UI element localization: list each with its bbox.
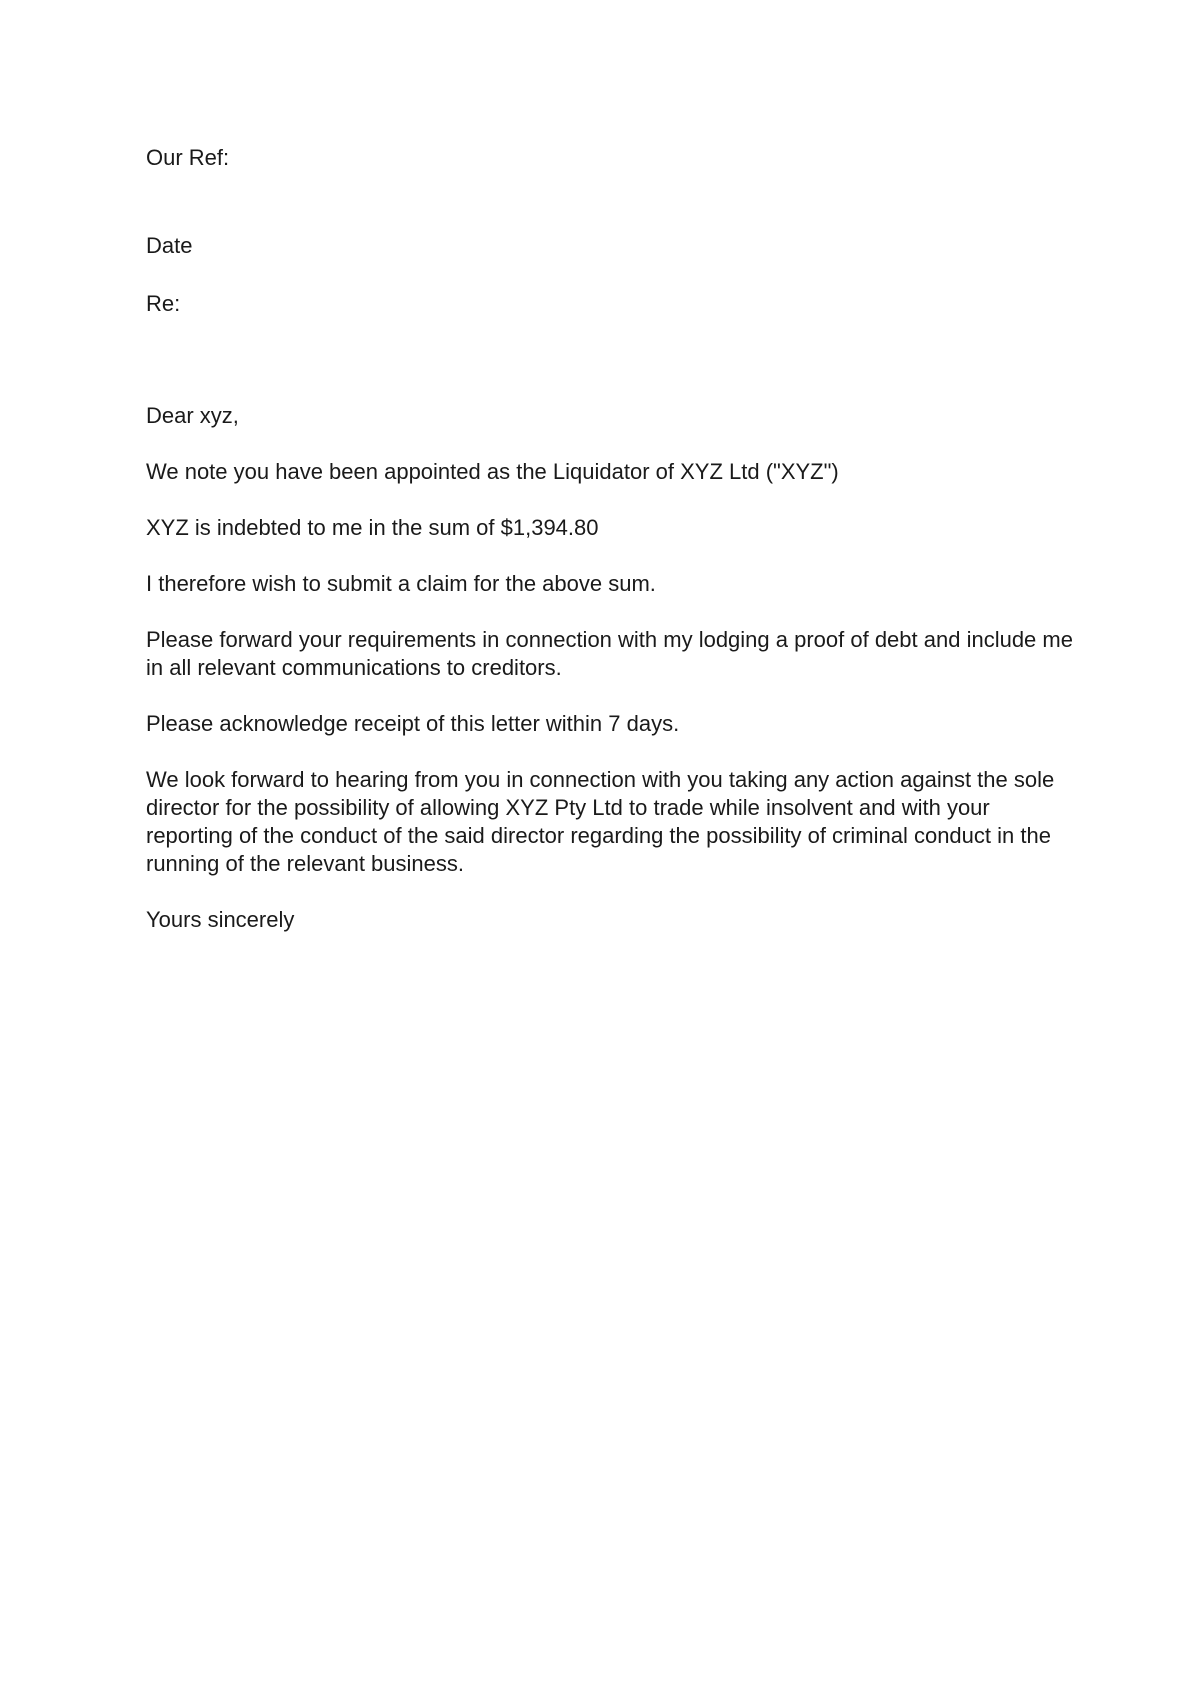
- salutation: Dear xyz,: [146, 403, 239, 428]
- paragraph-acknowledge: Please acknowledge receipt of this letter within 7 days.: [146, 711, 680, 736]
- date-label: Date: [146, 233, 193, 258]
- paragraph-liquidator-notice: We note you have been appointed as the Liquidator of XYZ Ltd ("XYZ"): [146, 459, 839, 484]
- paragraph-claim: I therefore wish to submit a claim for the above sum.: [146, 571, 656, 596]
- our-ref-label: Our Ref:: [146, 145, 230, 170]
- paragraph-director-action: We look forward to hearing from you in connection with you taking any action against the sole director for the possibility of allowing XYZ Pty Ltd to trade while insolvent and with your reporting of the conduct of the said director regarding the possibility of criminal conduct in the running of the relevant business.: [146, 767, 1055, 876]
- re-label: Re:: [146, 291, 181, 316]
- closing: Yours sincerely: [146, 907, 295, 932]
- paragraph-debt-amount: XYZ is indebted to me in the sum of $1,394.80: [146, 515, 599, 540]
- paragraph-requirements: Please forward your requirements in connection with my lodging a proof of debt and include me in all relevant communications to creditors.: [146, 627, 1073, 680]
